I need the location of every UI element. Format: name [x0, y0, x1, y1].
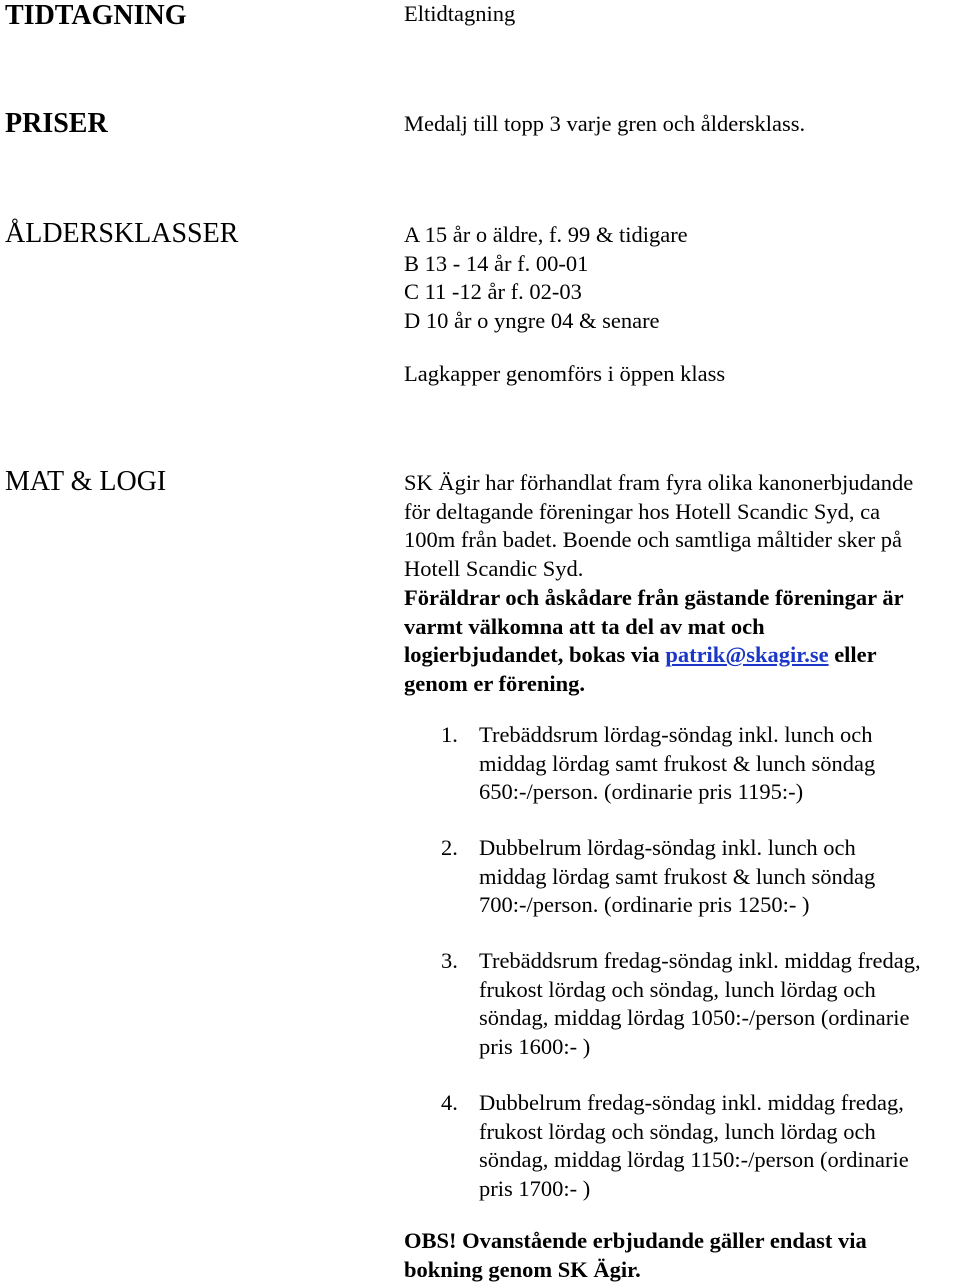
age-class-line: D 10 år o yngre 04 & senare: [404, 307, 660, 333]
section-heading-age-classes: ÅLDERSKLASSER: [5, 218, 239, 249]
offer-number: 4.: [441, 1090, 458, 1115]
age-class-line: B 13 - 14 år f. 00-01: [404, 250, 589, 276]
age-class-line: A 15 år o äldre, f. 99 & tidigare: [404, 222, 688, 247]
booking-line: logierbjudandet, bokas via patrik@skagir.se eller: [404, 642, 877, 667]
section-heading-food-lodging: MAT & LOGI: [5, 466, 167, 497]
offer-item: Dubbelrum fredag-söndag inkl. middag fredag, frukost lördag och söndag, lunch lördag och söndag, middag lördag 1150:-/person (ordinarie pris 1700:- ): [479, 1090, 909, 1201]
section-heading-prizes: PRISER: [5, 108, 108, 139]
offer-item: Trebäddsrum fredag-söndag inkl. middag fredag, frukost lördag och söndag, lunch lördag och söndag, middag lördag 1050:-/person (ordinarie pris 1600:- ): [479, 948, 921, 1059]
offer-item: Trebäddsrum lördag-söndag inkl. lunch och middag lördag samt frukost & lunch söndag 650:-/person. (ordinarie pris 1195:-): [479, 722, 876, 804]
parents-welcome-notice: Föräldrar och åskådare från gästande föreningar är varmt välkomna att ta del av mat och logierbjudandet, bokas via patrik@skagir.se eller genom er förening.: [404, 584, 960, 698]
food-lodging-intro: SK Ägir har förhandlat fram fyra olika kanonerbjudande för deltagande föreningar hos Hotell Scandic Syd, ca 100m från badet. Boende och samtliga måltider sker på Hotell Scandic Syd.: [404, 470, 914, 581]
age-class-line: C 11 -12 år f. 02-03: [404, 279, 582, 304]
offer-number: 1.: [441, 722, 458, 747]
timing-value: Eltidtagning: [404, 1, 516, 26]
age-class-list: [404, 221, 960, 335]
offer-number: 2.: [441, 835, 458, 860]
prizes-value: Medalj till topp 3 varje gren och åldersklass.: [404, 111, 806, 136]
offer-number: 3.: [441, 948, 458, 973]
team-relay-note: Lagkapper genomförs i öppen klass: [404, 361, 726, 386]
section-heading-timing: TIDTAGNING: [5, 0, 187, 31]
offer-item: Dubbelrum lördag-söndag inkl. lunch och middag lördag samt frukost & lunch söndag 700:-/person. (ordinarie pris 1250:- ): [479, 835, 876, 917]
obs-notice: OBS! Ovanstående erbjudande gäller endast via bokning genom SK Ägir.: [404, 1228, 867, 1282]
booking-email-link[interactable]: patrik@skagir.se: [665, 642, 829, 667]
